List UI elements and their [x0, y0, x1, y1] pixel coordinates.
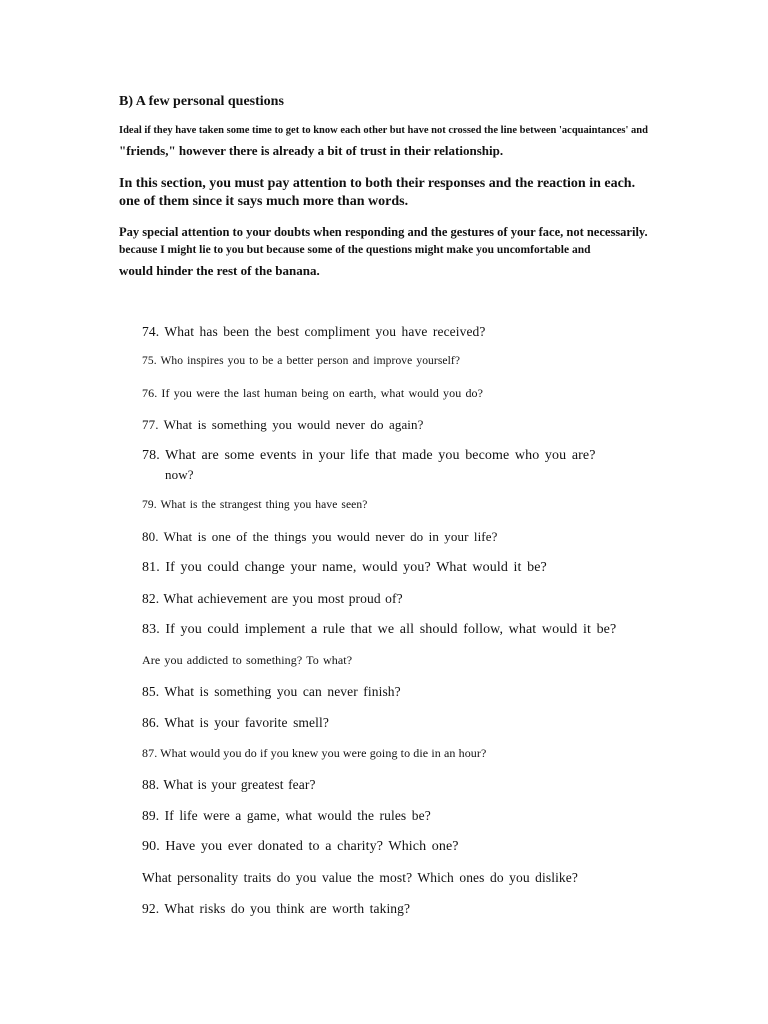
question-85: 85. What is something you can never finish?	[142, 684, 401, 699]
paragraph-3-line-2: because I might lie to you but because some of the questions might make you uncomfortable and	[119, 244, 591, 256]
intro-line-2: "friends," however there is already a bit of trust in their relationship.	[119, 143, 504, 158]
question-92: 92. What risks do you think are worth taking?	[142, 901, 411, 916]
question-91: What personality traits do you value the most? Which ones do you dislike?	[142, 870, 578, 885]
question-89: 89. If life were a game, what would the rules be?	[142, 808, 431, 823]
intro-line-1: Ideal if they have taken some time to get to know each other but have not crossed the line between 'acquaintances' and	[119, 125, 648, 136]
question-78-continuation: now?	[165, 467, 194, 482]
question-88: 88. What is your greatest fear?	[142, 777, 316, 792]
paragraph-2-line-1: In this section, you must pay attention to both their responses and the reaction in each.	[119, 176, 636, 191]
question-87: 87. What would you do if you knew you were going to die in an hour?	[142, 746, 487, 760]
paragraph-3-line-1: Pay special attention to your doubts when responding and the gestures of your face, not necessarily.	[119, 225, 648, 239]
question-80: 80. What is one of the things you would never do in your life?	[142, 529, 498, 544]
question-79: 79. What is the strangest thing you have seen?	[142, 499, 368, 511]
paragraph-3-line-3: would hinder the rest of the banana.	[119, 263, 320, 278]
question-82: 82. What achievement are you most proud of?	[142, 591, 403, 606]
question-83: 83. If you could implement a rule that we all should follow, what would it be?	[142, 622, 617, 637]
question-76: 76. If you were the last human being on earth, what would you do?	[142, 386, 484, 400]
question-77: 77. What is something you would never do again?	[142, 417, 424, 432]
question-81: 81. If you could change your name, would you? What would it be?	[142, 560, 547, 575]
paragraph-2-line-2: one of them since it says much more than words.	[119, 194, 409, 209]
question-86: 86. What is your favorite smell?	[142, 715, 329, 730]
question-75: 75. Who inspires you to be a better person and improve yourself?	[142, 355, 461, 367]
question-78: 78. What are some events in your life that made you become who you are?	[142, 448, 596, 463]
question-74: 74. What has been the best compliment you have received?	[142, 324, 486, 339]
question-90: 90. Have you ever donated to a charity? Which one?	[142, 839, 459, 854]
section-title: B) A few personal questions	[119, 94, 284, 109]
question-84: Are you addicted to something? To what?	[142, 653, 353, 667]
